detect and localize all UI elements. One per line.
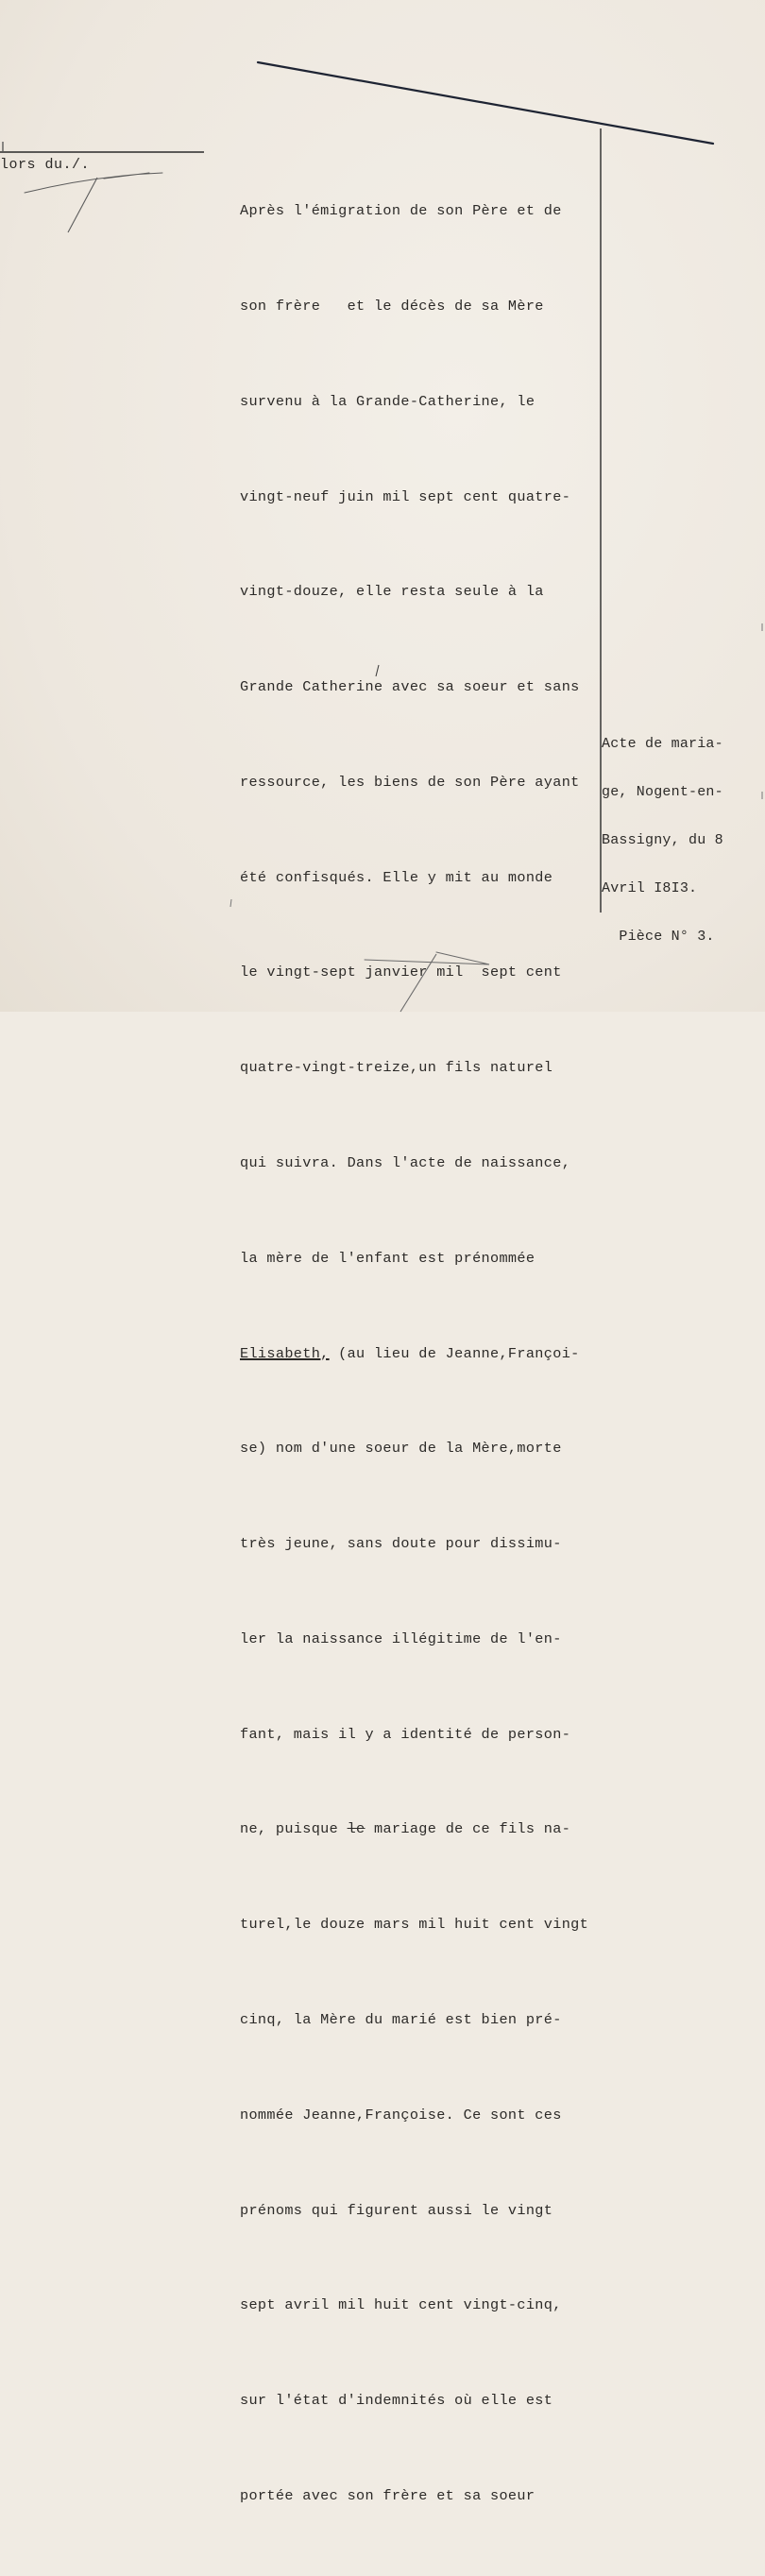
side-note-reference — [602, 704, 723, 977]
text-line: turel,le douze mars mil huit cent vingt — [240, 1916, 589, 1934]
side-note-line: Pièce N° 3. — [602, 929, 715, 945]
text-line: cinq, la Mère du marié est bien pré- — [240, 2011, 562, 2029]
text-line-elisabeth — [240, 1339, 603, 1371]
margin-note: lors du./. — [0, 157, 91, 173]
pencil-stroke-top — [68, 178, 97, 232]
body-text — [240, 132, 603, 2576]
struck-word: le — [347, 1820, 366, 1838]
text-line: quatre-vingt-treize,un fils naturel — [240, 1059, 553, 1077]
text-line: très jeune, sans doute pour dissimu- — [240, 1535, 562, 1553]
text-line: ressource, les biens de son Père ayant — [240, 773, 580, 791]
text-line: Après l'émigration de son Père et de — [240, 202, 562, 220]
text-line: sur l'état d'indemnités où elle est — [240, 2392, 553, 2410]
text-line: Grande Catherine avec sa soeur et sans — [240, 678, 580, 696]
text-line: son frère et le décès de sa Mère — [240, 297, 544, 315]
text-before-strike: ne, puisque — [240, 1820, 348, 1838]
side-note-line: Acte de maria- — [602, 736, 723, 752]
text-line: été confisqués. Elle y mit au monde — [240, 868, 553, 886]
text-after-strike: mariage de ce fils na- — [365, 1820, 571, 1838]
text-line: sept avril mil huit cent vingt-cinq, — [240, 2296, 562, 2314]
text-line: le vingt-sept janvier mil sept cent — [240, 964, 562, 981]
tiny-mark-left — [230, 899, 231, 907]
text-line: portée avec son frère et sa soeur — [240, 2486, 536, 2504]
text-line: se) nom d'une soeur de la Mère,morte — [240, 1440, 562, 1458]
pencil-mark-top — [25, 173, 162, 193]
text-line: survenu à la Grande-Catherine, le — [240, 392, 536, 410]
text-line: la mère de l'enfant est prénommée — [240, 1249, 536, 1267]
text-line: prénoms qui figurent aussi le vingt — [240, 2201, 553, 2219]
text-line: qui suivra. Dans l'acte de naissance, — [240, 1154, 571, 1171]
side-note-line: Bassigny, du 8 — [602, 832, 723, 848]
text-line: vingt-douze, elle resta seule à la — [240, 583, 544, 601]
text-line: vingt-neuf juin mil sept cent quatre- — [240, 487, 571, 505]
text-line: ler la naissance illégitime de l'en- — [240, 1629, 562, 1647]
side-note-line: ge, Nogent-en- — [602, 784, 723, 800]
underlined-name: Elisabeth, — [240, 1344, 330, 1362]
text-line: fant, mais il y a identité de person- — [240, 1725, 571, 1743]
side-note-line: Avril I8I3. — [602, 880, 698, 896]
text-line: nommée Jeanne,Françoise. Ce sont ces — [240, 2106, 562, 2124]
text-line-rest: (au lieu de Jeanne,Françoi- — [329, 1344, 580, 1362]
text-line-correction — [240, 1814, 603, 1846]
